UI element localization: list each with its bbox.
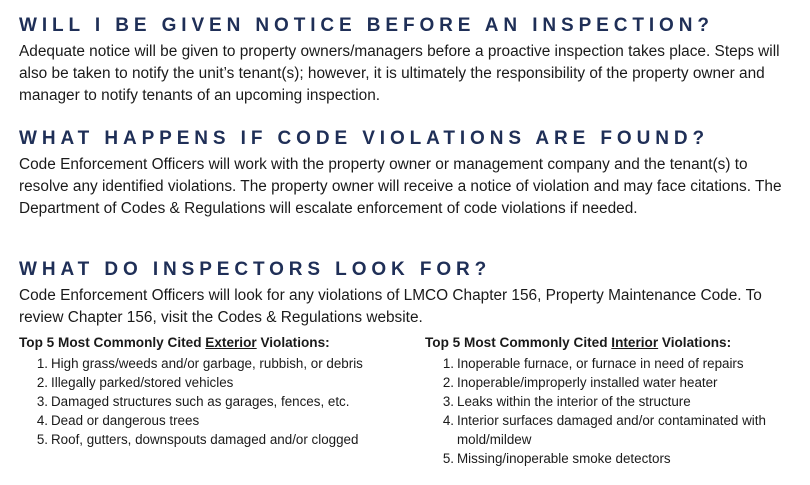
list-item bbox=[19, 430, 425, 449]
interior-violations bbox=[425, 334, 794, 468]
section-violations-found bbox=[19, 127, 794, 220]
item-text: Leaks within the interior of the structure bbox=[457, 394, 691, 409]
interior-list-title bbox=[425, 334, 794, 352]
exterior-violations bbox=[19, 334, 425, 468]
item-text: Missing/inoperable smoke detectors bbox=[457, 451, 671, 466]
title-prefix: Top 5 Most Commonly Cited bbox=[425, 335, 612, 350]
violation-lists bbox=[19, 334, 794, 468]
list-item bbox=[19, 411, 425, 430]
item-text: Roof, gutters, downspouts damaged and/or clogged bbox=[51, 432, 359, 447]
item-number: 3. bbox=[36, 394, 48, 409]
section-body: Adequate notice will be given to property owners/managers before a proactive inspection takes place. Steps will also be taken to notify the unit’s tenant(s); however, it is ultimately the responsibility of the property owner and manager to notify tenants of an upcoming inspection. bbox=[19, 43, 780, 104]
section-notice bbox=[19, 14, 794, 107]
title-suffix: Violations: bbox=[256, 335, 330, 350]
item-text: Inoperable furnace, or furnace in need of repairs bbox=[457, 356, 744, 371]
list-item bbox=[425, 449, 794, 468]
item-number: 4. bbox=[36, 413, 48, 428]
item-text: Illegally parked/stored vehicles bbox=[51, 375, 234, 390]
item-number: 2. bbox=[36, 375, 48, 390]
list-item bbox=[425, 392, 794, 411]
list-item bbox=[19, 392, 425, 411]
section-heading: WHAT DO INSPECTORS LOOK FOR? bbox=[19, 259, 492, 280]
list-item bbox=[19, 354, 425, 373]
section-body: Code Enforcement Officers will work with the property owner or management company and the tenant(s) to resolve any identified violations. The property owner will receive a notice of violation and may face citations. The Department of Codes & Regulations will escalate enforcement of code violations if needed. bbox=[19, 156, 782, 217]
item-text: Damaged structures such as garages, fences, etc. bbox=[51, 394, 350, 409]
section-heading: WHAT HAPPENS IF CODE VIOLATIONS ARE FOUND? bbox=[19, 128, 709, 149]
title-suffix: Violations: bbox=[658, 335, 732, 350]
item-number: 2. bbox=[442, 375, 454, 390]
list-item bbox=[425, 373, 794, 392]
title-prefix: Top 5 Most Commonly Cited bbox=[19, 335, 206, 350]
list-item bbox=[19, 373, 425, 392]
item-text: High grass/weeds and/or garbage, rubbish, or debris bbox=[51, 356, 363, 371]
title-emphasis: Interior bbox=[611, 335, 659, 350]
item-text: Dead or dangerous trees bbox=[51, 413, 200, 428]
item-number: 5. bbox=[442, 451, 454, 466]
item-number: 1. bbox=[442, 356, 454, 371]
list-item bbox=[425, 354, 794, 373]
item-text: Interior surfaces damaged and/or contaminated with mold/mildew bbox=[457, 413, 766, 447]
exterior-list bbox=[19, 354, 425, 449]
item-number: 1. bbox=[36, 356, 48, 371]
section-body: Code Enforcement Officers will look for any violations of LMCO Chapter 156, Property Maintenance Code. To review Chapter 156, visit the Codes & Regulations website. bbox=[19, 287, 762, 326]
item-number: 3. bbox=[442, 394, 454, 409]
exterior-list-title bbox=[19, 334, 425, 352]
item-text: Inoperable/improperly installed water heater bbox=[457, 375, 718, 390]
item-number: 4. bbox=[442, 413, 454, 428]
item-number: 5. bbox=[36, 432, 48, 447]
list-item bbox=[425, 411, 794, 449]
title-emphasis: Exterior bbox=[205, 335, 257, 350]
section-inspectors-look-for bbox=[19, 258, 794, 329]
section-heading: WILL I BE GIVEN NOTICE BEFORE AN INSPECTION? bbox=[19, 15, 714, 36]
interior-list bbox=[425, 354, 794, 468]
